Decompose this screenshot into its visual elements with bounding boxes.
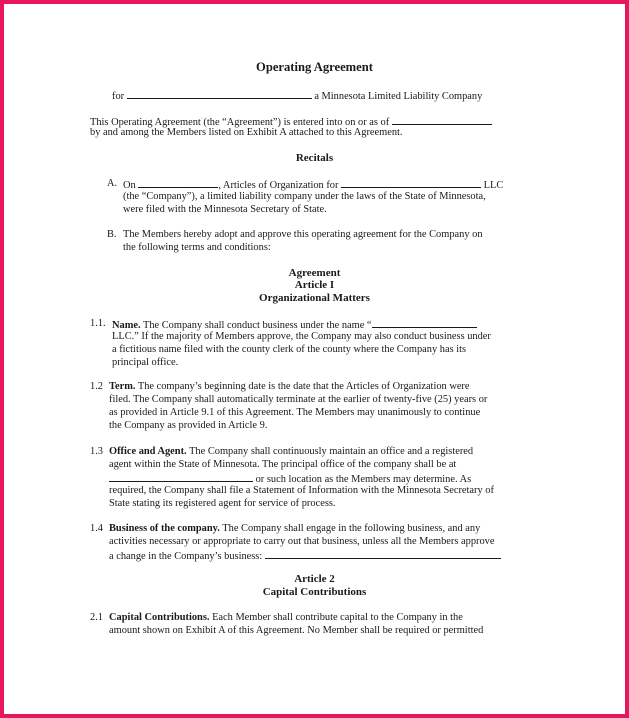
- recitals-heading: Recitals: [295, 152, 334, 164]
- intro-text: This Operating Agreement (the “Agreement”) is entered into on or as of: [90, 117, 390, 128]
- recital-a-line-3: were filed with the Minnesota Secretary of State.: [123, 204, 327, 215]
- section-2-1-title: Capital Contributions.: [109, 612, 210, 623]
- recital-a-label: A.: [107, 178, 118, 189]
- section-2-1-text: Each Member shall contribute capital to the Company in the: [212, 612, 463, 623]
- recital-a-line-2: (the “Company”), a limited liability company under the laws of the State of Minnesota,: [123, 191, 486, 202]
- article-1-subheading: Organizational Matters: [259, 292, 370, 304]
- section-1-2-line-4: the Company as provided in Article 9.: [109, 420, 268, 431]
- section-1-3-text: The Company shall continuously maintain an office and a registered: [189, 446, 474, 457]
- article-2-heading: Article 2: [294, 573, 335, 585]
- section-1-3-title: Office and Agent.: [109, 446, 187, 457]
- section-1-3-line-2: agent within the State of Minnesota. The principal office of the company shall be at: [109, 459, 457, 470]
- section-1-1-text: The Company shall conduct business under the name “: [143, 320, 372, 331]
- business-description-blank[interactable]: [265, 549, 501, 559]
- section-1-3-line-1: [109, 446, 473, 459]
- section-1-2-number: 1.2: [90, 381, 103, 392]
- recital-b-line-1: The Members hereby adopt and approve this operating agreement for the Company on: [123, 229, 483, 240]
- section-1-1-number: 1.1.: [90, 318, 106, 329]
- section-2-1-number: 2.1: [90, 612, 103, 623]
- recital-a-mid: , Articles of Organization for: [218, 180, 339, 191]
- section-1-1-title: Name.: [112, 320, 141, 331]
- recital-b-label: B.: [107, 229, 117, 240]
- section-1-4-number: 1.4: [90, 523, 103, 534]
- section-2-1-line-1: [109, 612, 463, 625]
- section-1-3-line-4: required, the Company shall file a Statement of Information with the Minnesota Secretary of: [109, 485, 494, 496]
- section-1-1-line-3: a fictitious name filed with the county clerk of the county where the Company has its: [112, 344, 467, 355]
- section-1-4-line-2: activities necessary or appropriate to carry out that business, unless all the Members approve: [109, 536, 495, 547]
- section-1-2-line-2: filed. The Company shall automatically terminate at the earlier of twenty-five (25) years or: [109, 394, 488, 405]
- office-address-blank[interactable]: [109, 472, 253, 482]
- llc-name-blank[interactable]: [341, 178, 481, 188]
- section-1-3-number: 1.3: [90, 446, 103, 457]
- recital-b-line-2: the following terms and conditions:: [123, 242, 271, 253]
- agreement-heading: Agreement: [288, 267, 341, 279]
- section-1-4-line-1: [109, 523, 480, 536]
- intro-line-2: by and among the Members listed on Exhibit A attached to this Agreement.: [90, 127, 403, 138]
- section-1-2-line-3: as provided in Article 9.1 of this Agreement. The Members may unanimously to continue: [109, 407, 481, 418]
- section-1-2-title: Term.: [109, 381, 136, 392]
- recital-a-llc: LLC: [483, 180, 504, 191]
- company-name-blank[interactable]: [127, 89, 312, 99]
- section-1-3-line-5: State stating its registered agent for service of process.: [109, 498, 336, 509]
- section-1-4-text: The Company shall engage in the following business, and any: [222, 523, 481, 534]
- date-blank[interactable]: [392, 115, 492, 125]
- section-1-1-line-4: principal office.: [112, 357, 179, 368]
- section-1-4-text-3: a change in the Company’s business:: [109, 551, 263, 562]
- document-title: Operating Agreement: [256, 60, 373, 74]
- recital-a-on: On: [123, 180, 136, 191]
- filing-date-blank[interactable]: [138, 178, 218, 188]
- article-2-subheading: Capital Contributions: [262, 586, 367, 598]
- business-name-blank[interactable]: [372, 318, 477, 328]
- for-word: for: [112, 91, 125, 102]
- section-1-3-text-3: or such location as the Members may determine. As: [255, 474, 472, 485]
- for-line: [112, 89, 482, 104]
- for-suffix: a Minnesota Limited Liability Company: [314, 91, 483, 102]
- section-1-4-title: Business of the company.: [109, 523, 220, 534]
- section-2-1-line-2: amount shown on Exhibit A of this Agreement. No Member shall be required or permitted: [109, 625, 484, 636]
- section-1-2-line-1: [109, 381, 470, 394]
- section-1-1-line-2: LLC.” If the majority of Members approve, the Company may also conduct business under: [112, 331, 491, 342]
- section-1-4-line-3: [109, 549, 501, 564]
- section-1-2-text: The company’s beginning date is the date that the Articles of Organization were: [137, 381, 470, 392]
- article-1-heading: Article I: [294, 279, 335, 291]
